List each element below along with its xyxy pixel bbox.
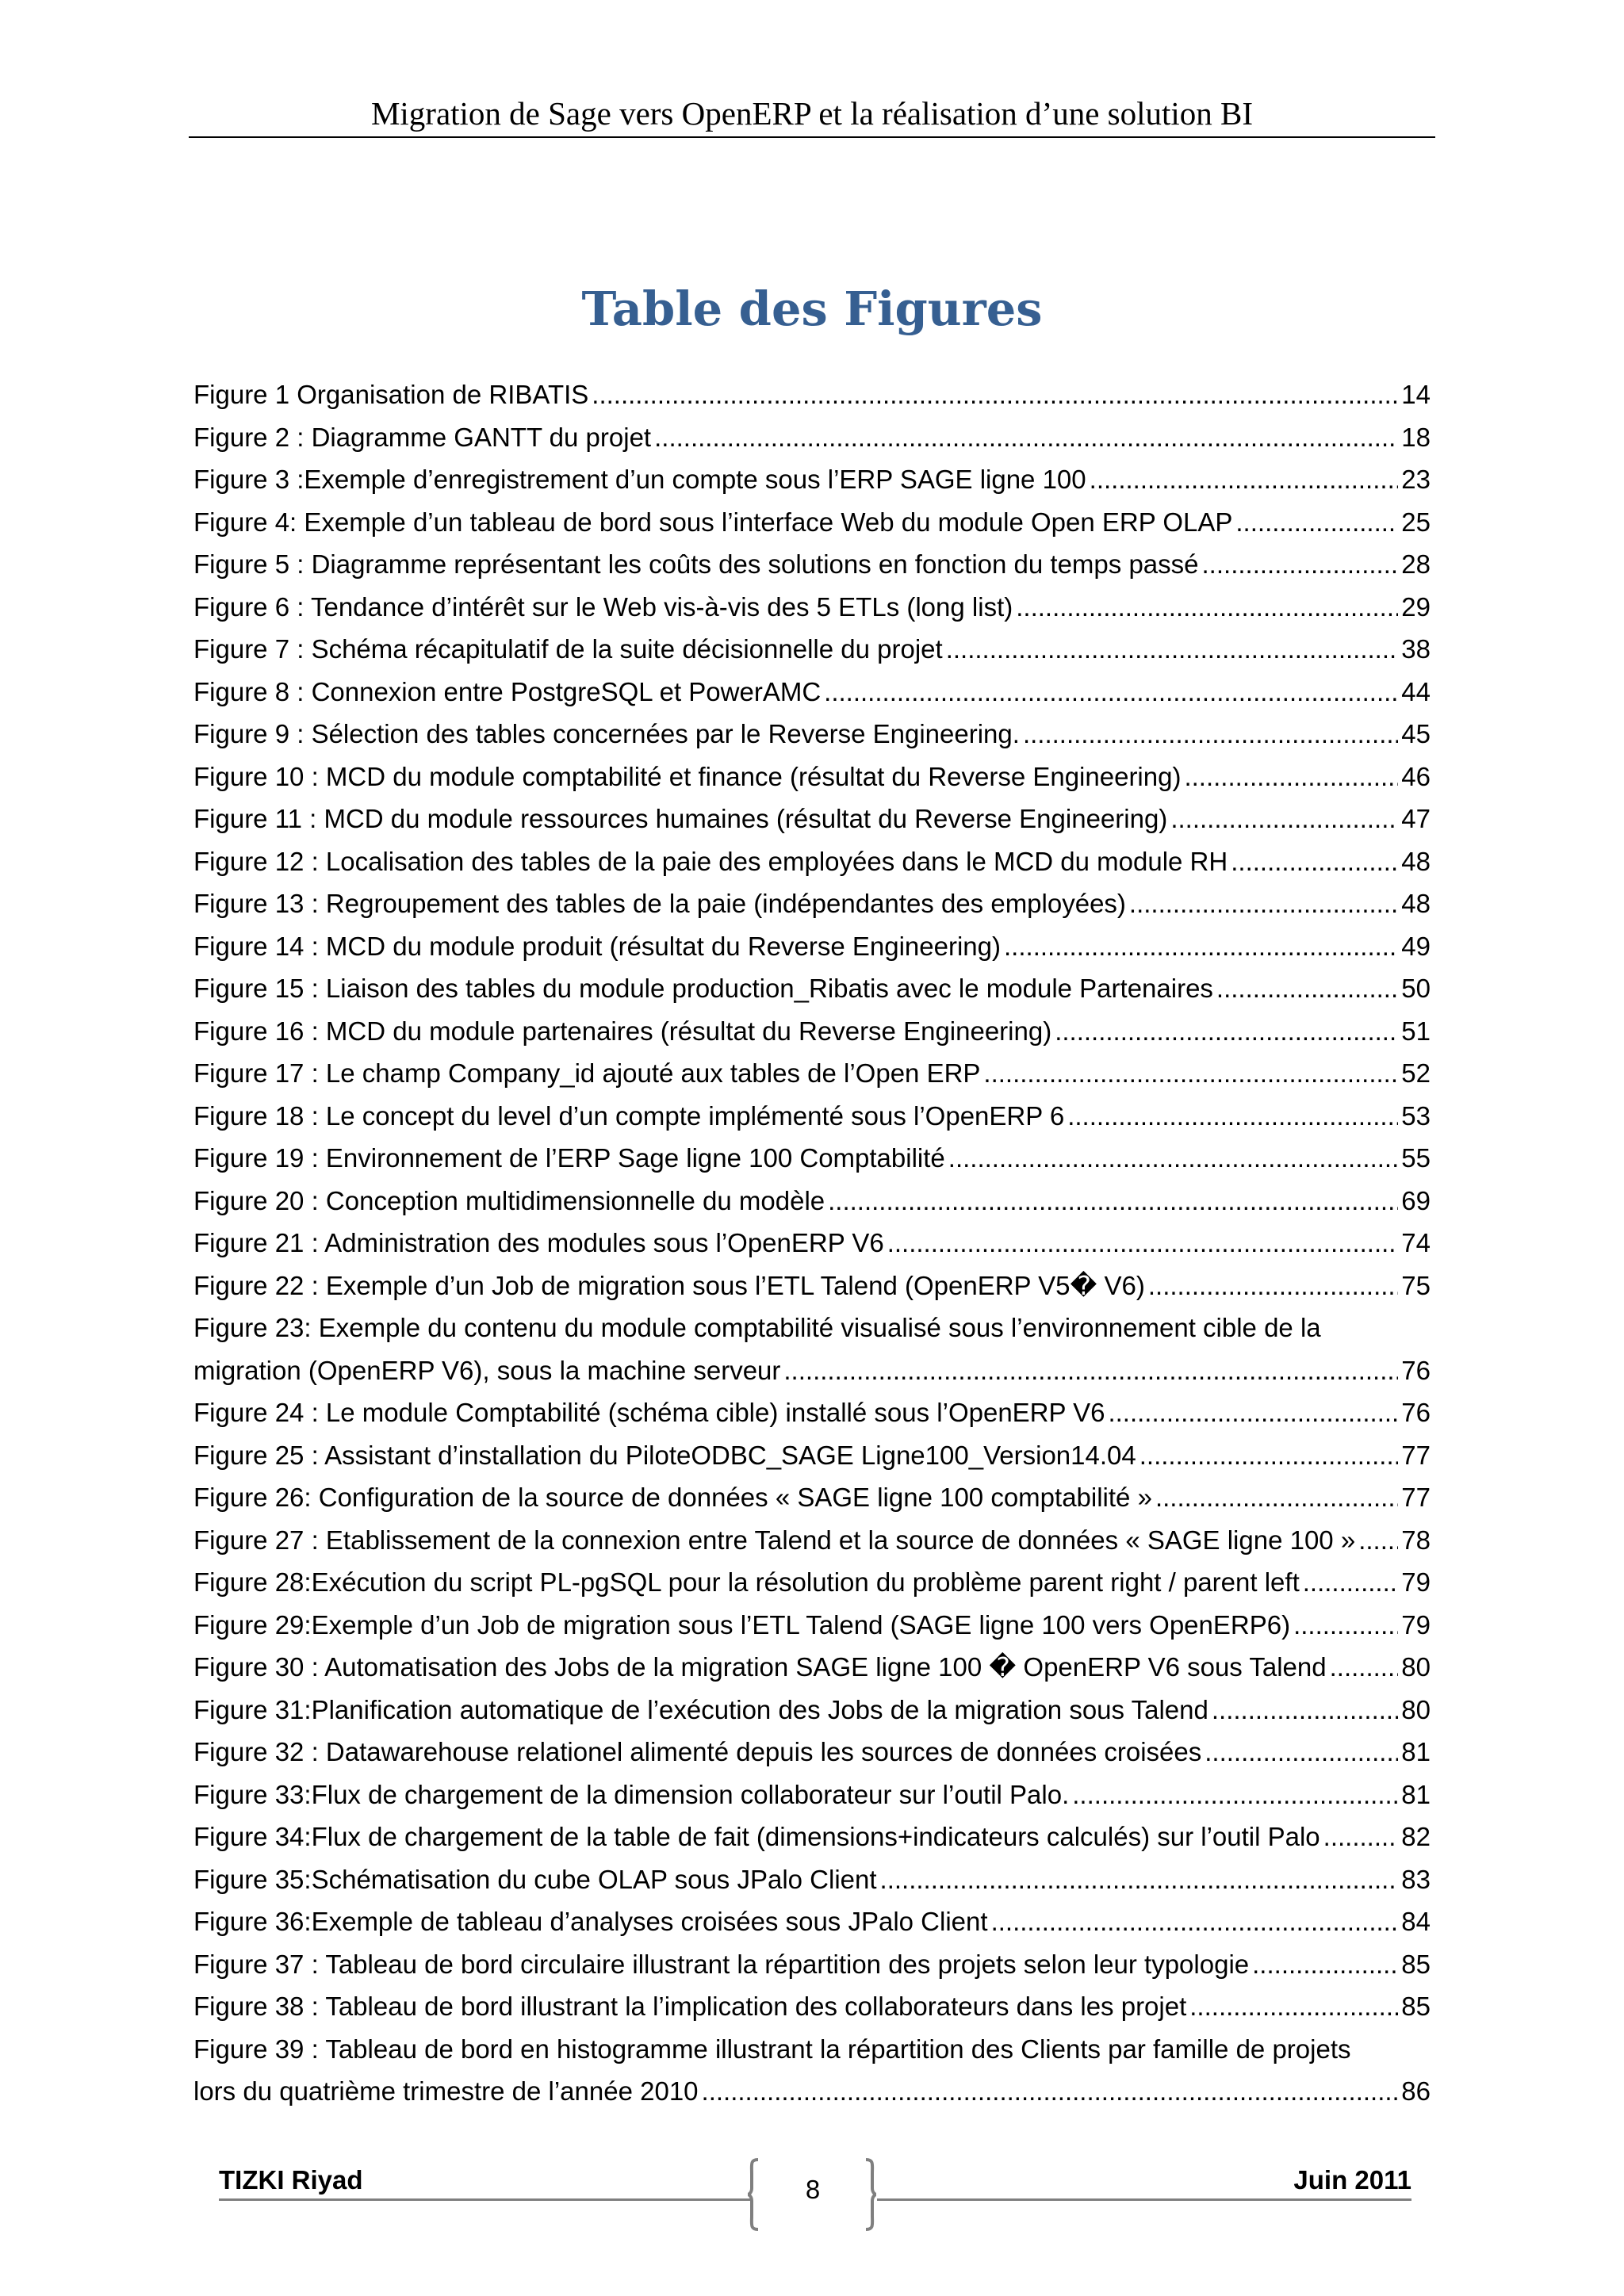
toc-line [193, 416, 1431, 459]
toc-entry[interactable] [193, 882, 1431, 925]
toc-line [193, 1561, 1431, 1604]
toc-entry-text: Figure 38 : Tableau de bord illustrant la l’implication des collaborateurs dans les projet [193, 1992, 1187, 2021]
toc-entry[interactable] [193, 671, 1431, 714]
toc-line [193, 1095, 1431, 1138]
header-rule [189, 136, 1435, 138]
dot-leader [1129, 882, 1398, 925]
toc-entry-text: Figure 4: Exemple d’un tableau de bord sous l’interface Web du module Open ERP OLAP [193, 507, 1233, 537]
toc-entry[interactable] [193, 1391, 1431, 1434]
toc-line [193, 1222, 1431, 1265]
toc-page-number: 28 [1401, 549, 1431, 579]
toc-line [193, 1180, 1431, 1223]
dot-leader [1205, 1731, 1398, 1774]
toc-entry-text: Figure 32 : Datawarehouse relationel alimenté depuis les sources de données croisées [193, 1737, 1202, 1766]
toc-entry[interactable] [193, 2028, 1431, 2113]
footer-rule-right [877, 2198, 1411, 2201]
dot-leader [1231, 840, 1398, 883]
dot-leader [1090, 458, 1399, 501]
dot-leader [1170, 798, 1398, 840]
footer-page-number: 8 [805, 2175, 821, 2204]
toc-entry-text: Figure 28:Exécution du script PL-pgSQL pour la résolution du problème parent right / parent left [193, 1567, 1300, 1597]
toc-entry-text: Figure 25 : Assistant d’installation du PiloteODBC_SAGE Ligne100_Version14.04 [193, 1440, 1136, 1470]
dot-leader [1184, 756, 1398, 798]
toc-entry[interactable] [193, 1434, 1431, 1477]
toc-page-number: 75 [1401, 1270, 1431, 1300]
toc-entry[interactable] [193, 1943, 1431, 1986]
dot-leader [1004, 925, 1398, 968]
toc-entry-text-continued: migration (OpenERP V6), sous la machine serveur [193, 1355, 781, 1385]
dot-leader [1202, 543, 1399, 586]
toc-entry-text: Figure 5 : Diagramme représentant les coûts des solutions en fonction du temps passé [193, 549, 1199, 579]
toc-entry-text: Figure 29:Exemple d’un Job de migration sous l’ETL Talend (SAGE ligne 100 vers OpenERP6) [193, 1609, 1291, 1640]
dot-leader [983, 1052, 1398, 1095]
toc-page-number: 76 [1401, 1398, 1431, 1427]
toc-entry[interactable] [193, 1561, 1431, 1604]
toc-entry-text: Figure 22 : Exemple d’un Job de migration sous l’ETL Talend (OpenERP V5� V6) [193, 1270, 1145, 1300]
toc-line [193, 798, 1431, 840]
toc-page-number: 85 [1401, 1992, 1431, 2021]
toc-entry[interactable] [193, 1646, 1431, 1689]
toc-line [193, 1137, 1431, 1180]
toc-entry[interactable] [193, 967, 1431, 1010]
toc-entry[interactable] [193, 416, 1431, 459]
footer-date: Juin 2011 [1293, 2165, 1411, 2195]
toc-entry[interactable] [193, 1222, 1431, 1265]
toc-entry-text: Figure 7 : Schéma récapitulatif de la suite décisionnelle du projet [193, 634, 943, 664]
toc-entry[interactable] [193, 925, 1431, 968]
toc-entry[interactable] [193, 1519, 1431, 1562]
table-of-figures [193, 373, 1431, 2113]
toc-line [193, 882, 1431, 925]
dot-leader [1155, 1476, 1398, 1519]
toc-entry-text: Figure 36:Exemple de tableau d’analyses croisées sous JPalo Client [193, 1907, 988, 1936]
toc-entry-text-continued: lors du quatrième trimestre de l’année 2010 [193, 2076, 699, 2106]
dot-leader [1293, 1604, 1398, 1647]
toc-page-number: 77 [1401, 1440, 1431, 1470]
toc-entry-text: Figure 31:Planification automatique de l’exécution des Jobs de la migration sous Talend [193, 1694, 1208, 1724]
toc-page-number: 51 [1401, 1016, 1431, 1046]
toc-entry[interactable] [193, 1052, 1431, 1095]
toc-entry[interactable] [193, 458, 1431, 501]
toc-entry-text: Figure 9 : Sélection des tables concernées par le Reverse Engineering. [193, 719, 1020, 748]
dot-leader [1216, 967, 1398, 1010]
footer-author: TIZKI Riyad [219, 2165, 363, 2195]
toc-page-number: 29 [1401, 591, 1431, 622]
toc-entry-text: Figure 37 : Tableau de bord circulaire illustrant la répartition des projets selon leur typologie [193, 1949, 1250, 1979]
toc-entry[interactable] [193, 1816, 1431, 1858]
toc-entry-text: Figure 30 : Automatisation des Jobs de la migration SAGE ligne 100 � OpenERP V6 sous Talend [193, 1652, 1327, 1682]
toc-page-number: 18 [1401, 422, 1431, 452]
toc-line [193, 967, 1431, 1010]
toc-entry-text: Figure 35:Schématisation du cube OLAP sous JPalo Client [193, 1864, 877, 1894]
dot-leader [948, 1137, 1398, 1180]
toc-line [193, 840, 1431, 883]
toc-entry[interactable] [193, 628, 1431, 671]
dot-leader [1016, 586, 1398, 629]
toc-entry[interactable] [193, 1095, 1431, 1138]
toc-entry[interactable] [193, 1180, 1431, 1223]
toc-entry-text: Figure 26: Configuration de la source de données « SAGE ligne 100 comptabilité » [193, 1483, 1152, 1512]
toc-line [193, 1985, 1431, 2028]
toc-entry-text: Figure 14 : MCD du module produit (résultat du Reverse Engineering) [193, 931, 1002, 961]
dot-leader [1072, 1774, 1398, 1816]
toc-entry[interactable] [193, 1900, 1431, 1943]
dot-leader [1189, 1985, 1398, 2028]
toc-line [193, 1858, 1431, 1901]
toc-line [193, 586, 1431, 629]
toc-entry[interactable] [193, 1858, 1431, 1901]
toc-entry-text: Figure 17 : Le champ Company_id ajouté aux tables de l’Open ERP [193, 1058, 981, 1088]
toc-entry-text: Figure 39 : Tableau de bord en histogramme illustrant la répartition des Clients par famille de projets [193, 2034, 1351, 2064]
toc-entry-text: Figure 16 : MCD du module partenaires (résultat du Reverse Engineering) [193, 1016, 1052, 1046]
toc-line [193, 925, 1431, 968]
toc-page-number: 86 [1401, 2076, 1431, 2106]
toc-entry-text: Figure 27 : Etablissement de la connexion entre Talend et la source de données « SAGE ligne 100 » [193, 1525, 1356, 1555]
toc-entry-text: Figure 15 : Liaison des tables du module production_Ribatis avec le module Partenaires [193, 974, 1213, 1003]
toc-page-number: 23 [1401, 465, 1431, 494]
toc-entry[interactable] [193, 1689, 1431, 1732]
dot-leader [946, 628, 1399, 671]
toc-entry[interactable] [193, 1307, 1431, 1391]
toc-page-number: 82 [1401, 1822, 1431, 1851]
toc-entry[interactable] [193, 373, 1431, 416]
toc-page-number: 81 [1401, 1779, 1431, 1809]
toc-line [193, 1774, 1431, 1816]
toc-line [193, 1391, 1431, 1434]
toc-entry[interactable] [193, 1731, 1431, 1774]
toc-entry-text: Figure 8 : Connexion entre PostgreSQL et PowerAMC [193, 676, 822, 706]
toc-entry[interactable] [193, 1476, 1431, 1519]
dot-leader [1323, 1816, 1399, 1858]
toc-page-number: 83 [1401, 1864, 1431, 1894]
toc-entry-text: Figure 19 : Environnement de l’ERP Sage ligne 100 Comptabilité [193, 1143, 945, 1173]
dot-leader [880, 1858, 1399, 1901]
toc-entry-text: Figure 24 : Le module Comptabilité (schéma cible) installé sous l’OpenERP V6 [193, 1398, 1105, 1427]
toc-page-number: 69 [1401, 1185, 1431, 1215]
dot-leader [654, 416, 1398, 459]
toc-line [193, 713, 1431, 756]
toc-page-number: 46 [1401, 761, 1431, 791]
toc-line [193, 458, 1431, 501]
toc-entry[interactable] [193, 1265, 1431, 1307]
toc-page-number: 48 [1401, 846, 1431, 876]
toc-line [193, 1731, 1431, 1774]
toc-page-number: 76 [1401, 1355, 1431, 1385]
dot-leader [1023, 713, 1398, 756]
toc-line [193, 373, 1431, 416]
toc-entry-text: Figure 21 : Administration des modules sous l’OpenERP V6 [193, 1228, 884, 1257]
toc-entry-text: Figure 34:Flux de chargement de la table de fait (dimensions+indicateurs calculés) sur l’outil Palo [193, 1822, 1320, 1851]
toc-page-number: 50 [1401, 974, 1431, 1003]
toc-page-number: 38 [1401, 634, 1431, 664]
toc-page-number: 52 [1401, 1058, 1431, 1088]
dot-leader [1330, 1646, 1399, 1689]
toc-page-number: 78 [1401, 1525, 1431, 1555]
toc-line [193, 1604, 1431, 1647]
toc-entry-text: Figure 3 :Exemple d’enregistrement d’un compte sous l’ERP SAGE ligne 100 [193, 465, 1086, 494]
toc-page-number: 77 [1401, 1483, 1431, 1512]
toc-line [193, 1900, 1431, 1943]
toc-line [193, 671, 1431, 714]
toc-page-number: 53 [1401, 1100, 1431, 1131]
footer-rule-left [219, 2198, 752, 2201]
toc-entry-text: Figure 20 : Conception multidimensionnelle du modèle [193, 1185, 825, 1215]
toc-entry[interactable] [193, 756, 1431, 798]
toc-page-number: 44 [1401, 676, 1431, 706]
toc-page-number: 45 [1401, 719, 1431, 748]
toc-line [193, 501, 1431, 544]
toc-entry[interactable] [193, 1985, 1431, 2028]
dot-leader [828, 1180, 1398, 1223]
toc-line [193, 1689, 1431, 1732]
dot-leader [702, 2070, 1399, 2113]
dot-leader [1148, 1265, 1398, 1307]
toc-page-number: 80 [1401, 1652, 1431, 1682]
toc-line [193, 1816, 1431, 1858]
toc-page-number: 79 [1401, 1567, 1431, 1597]
dot-leader [1067, 1095, 1398, 1138]
toc-entry[interactable] [193, 586, 1431, 629]
toc-page-number: 80 [1401, 1694, 1431, 1724]
toc-page-number: 81 [1401, 1737, 1431, 1766]
toc-page-number: 55 [1401, 1143, 1431, 1173]
dot-leader [824, 671, 1398, 714]
toc-entry[interactable] [193, 1010, 1431, 1053]
toc-entry[interactable] [193, 501, 1431, 544]
dot-leader [887, 1222, 1399, 1265]
toc-page-number: 84 [1401, 1907, 1431, 1936]
toc-entry-text: Figure 12 : Localisation des tables de la paie des employées dans le MCD du module RH [193, 846, 1228, 876]
toc-line [193, 1646, 1431, 1689]
dot-leader [1055, 1010, 1398, 1053]
toc-entry-text: Figure 13 : Regroupement des tables de la paie (indépendantes des employées) [193, 889, 1126, 918]
toc-line [193, 1943, 1431, 1986]
toc-entry-text: Figure 23: Exemple du contenu du module comptabilité visualisé sous l’environnement cible de la [193, 1313, 1321, 1342]
toc-line [193, 1010, 1431, 1053]
toc-entry-text: Figure 6 : Tendance d’intérêt sur le Web vis-à-vis des 5 ETLs (long list) [193, 591, 1013, 622]
toc-entry-text: Figure 18 : Le concept du level d’un compte implémenté sous l’OpenERP 6 [193, 1100, 1065, 1131]
toc-line [193, 1349, 1431, 1392]
toc-page-number: 49 [1401, 931, 1431, 961]
dot-leader [783, 1349, 1398, 1392]
toc-entry-text: Figure 10 : MCD du module comptabilité et finance (résultat du Reverse Engineering) [193, 761, 1182, 791]
dot-leader [1108, 1391, 1398, 1434]
toc-page-number: 48 [1401, 889, 1431, 918]
toc-entry[interactable] [193, 1774, 1431, 1816]
toc-page-number: 47 [1401, 804, 1431, 833]
toc-entry-text: Figure 2 : Diagramme GANTT du projet [193, 422, 652, 452]
toc-page-number: 85 [1401, 1949, 1431, 1979]
toc-line [193, 1519, 1431, 1562]
toc-line [193, 1434, 1431, 1477]
dot-leader [592, 373, 1398, 416]
toc-entry[interactable] [193, 1137, 1431, 1180]
dot-leader [1303, 1561, 1399, 1604]
toc-entry-text: Figure 1 Organisation de RIBATIS [193, 380, 589, 409]
toc-line [193, 543, 1431, 586]
toc-entry[interactable] [193, 1604, 1431, 1647]
page-title: Table des Figures [581, 281, 1043, 336]
toc-entry-text: Figure 33:Flux de chargement de la dimension collaborateur sur l’outil Palo. [193, 1779, 1070, 1809]
dot-leader [1212, 1689, 1398, 1732]
dot-leader [1235, 501, 1398, 544]
toc-entry[interactable] [193, 713, 1431, 756]
toc-line [193, 1476, 1431, 1519]
toc-page-number: 79 [1401, 1609, 1431, 1640]
toc-page-number: 14 [1401, 380, 1431, 409]
dot-leader [991, 1900, 1399, 1943]
dot-leader [1358, 1519, 1398, 1562]
toc-line [193, 1265, 1431, 1307]
dot-leader [1252, 1943, 1398, 1986]
toc-line [193, 756, 1431, 798]
running-header: Migration de Sage vers OpenERP et la réalisation d’une solution BI [370, 95, 1254, 132]
toc-entry[interactable] [193, 840, 1431, 883]
toc-entry-text: Figure 11 : MCD du module ressources humaines (résultat du Reverse Engineering) [193, 804, 1168, 833]
dot-leader [1139, 1434, 1399, 1477]
toc-page-number: 25 [1401, 507, 1431, 537]
toc-entry[interactable] [193, 543, 1431, 586]
toc-entry[interactable] [193, 798, 1431, 840]
toc-line [193, 1052, 1431, 1095]
toc-line [193, 2070, 1431, 2113]
toc-line [193, 628, 1431, 671]
toc-page-number: 74 [1401, 1228, 1431, 1257]
